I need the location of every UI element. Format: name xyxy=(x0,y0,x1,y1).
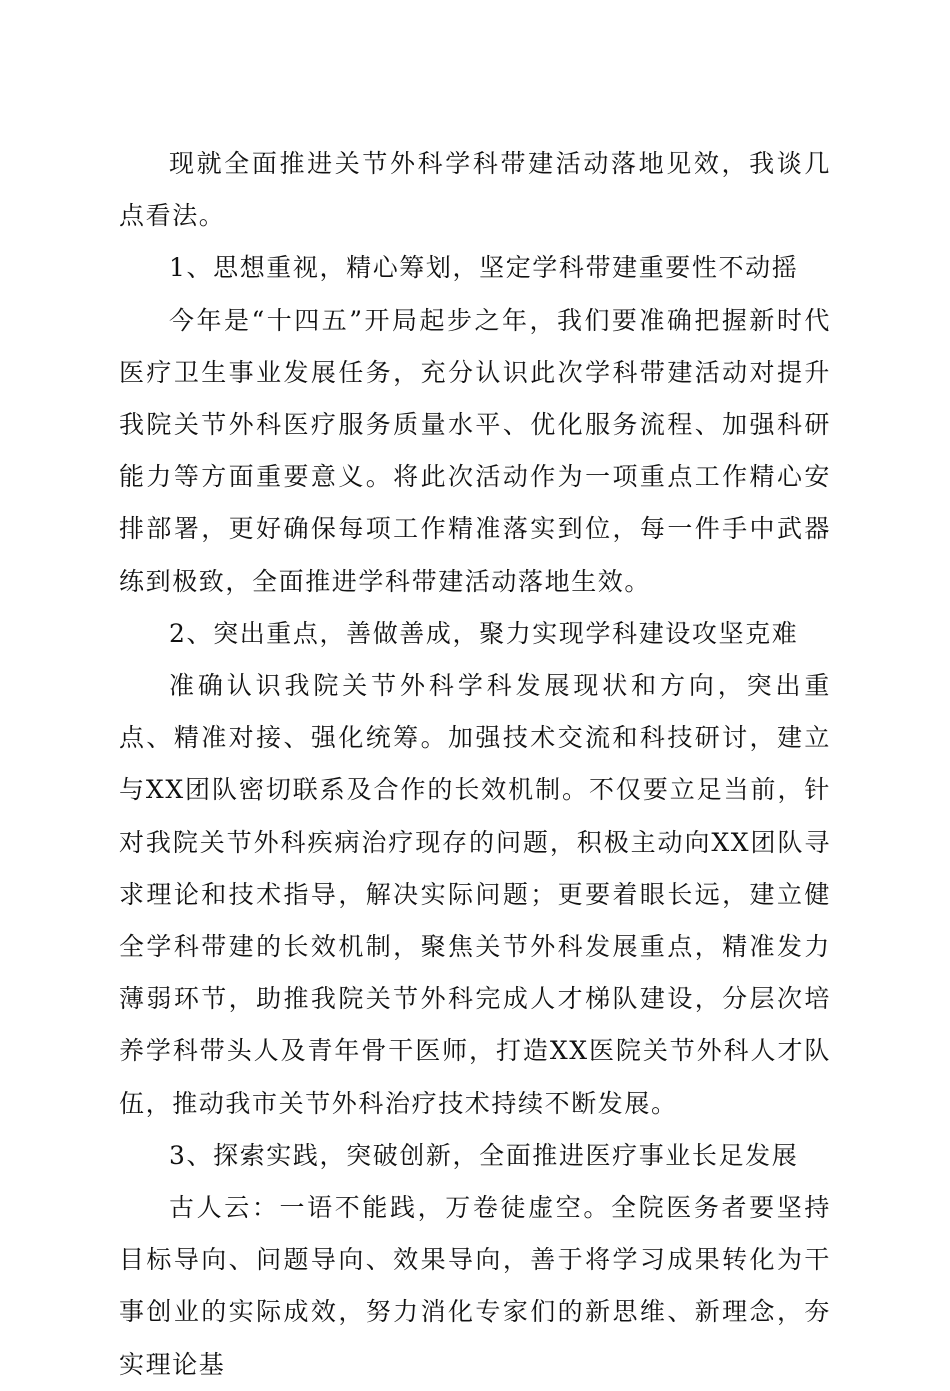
section-heading-3: 3、探索实践，突破创新，全面推进医疗事业长足发展 xyxy=(169,1140,799,1170)
section-heading-1: 1、思想重视，精心筹划，坚定学科带建重要性不动摇 xyxy=(169,253,799,283)
section-paragraph-1: 今年是“十四五”开局起步之年，我们要准确把握新时代医疗卫生事业发展任务，充分认识此次学科带建活动对提升我院关节外科医疗服务质量水平、优化服务流程、加强科研能力等方面重要意义。将此次活动作为一项重点工作精心安排部署，更好确保每项工作精准落实到位，每一件手中武器练到极致，全面推进学科带建活动落地生效。 xyxy=(119,305,831,596)
section-paragraph-3: 古人云：一语不能践，万卷徒虚空。全院医务者要坚持目标导向、问题导向、效果导向，善于将学习成果转化为干事创业的实际成效，努力消化专家们的新思维、新理念，夯实理论基 xyxy=(119,1193,831,1379)
intro-paragraph: 现就全面推进关节外科学科带建活动落地见效，我谈几点看法。 xyxy=(119,149,831,231)
document-body xyxy=(119,138,831,1391)
section-paragraph-2: 准确认识我院关节外科学科发展现状和方向，突出重点、精准对接、强化统筹。加强技术交流和科技研讨，建立与XX团队密切联系及合作的长效机制。不仅要立足当前，针对我院关节外科疾病治疗现存的问题，积极主动向XX团队寻求理论和技术指导，解决实际问题；更要着眼长远，建立健全学科带建的长效机制，聚焦关节外科发展重点，精准发力薄弱环节，助推我院关节外科完成人才梯队建设，分层次培养学科带头人及青年骨干医师，打造XX医院关节外科人才队伍，推动我市关节外科治疗技术持续不断发展。 xyxy=(119,671,831,1118)
section-heading-2: 2、突出重点，善做善成，聚力实现学科建设攻坚克难 xyxy=(169,618,799,648)
